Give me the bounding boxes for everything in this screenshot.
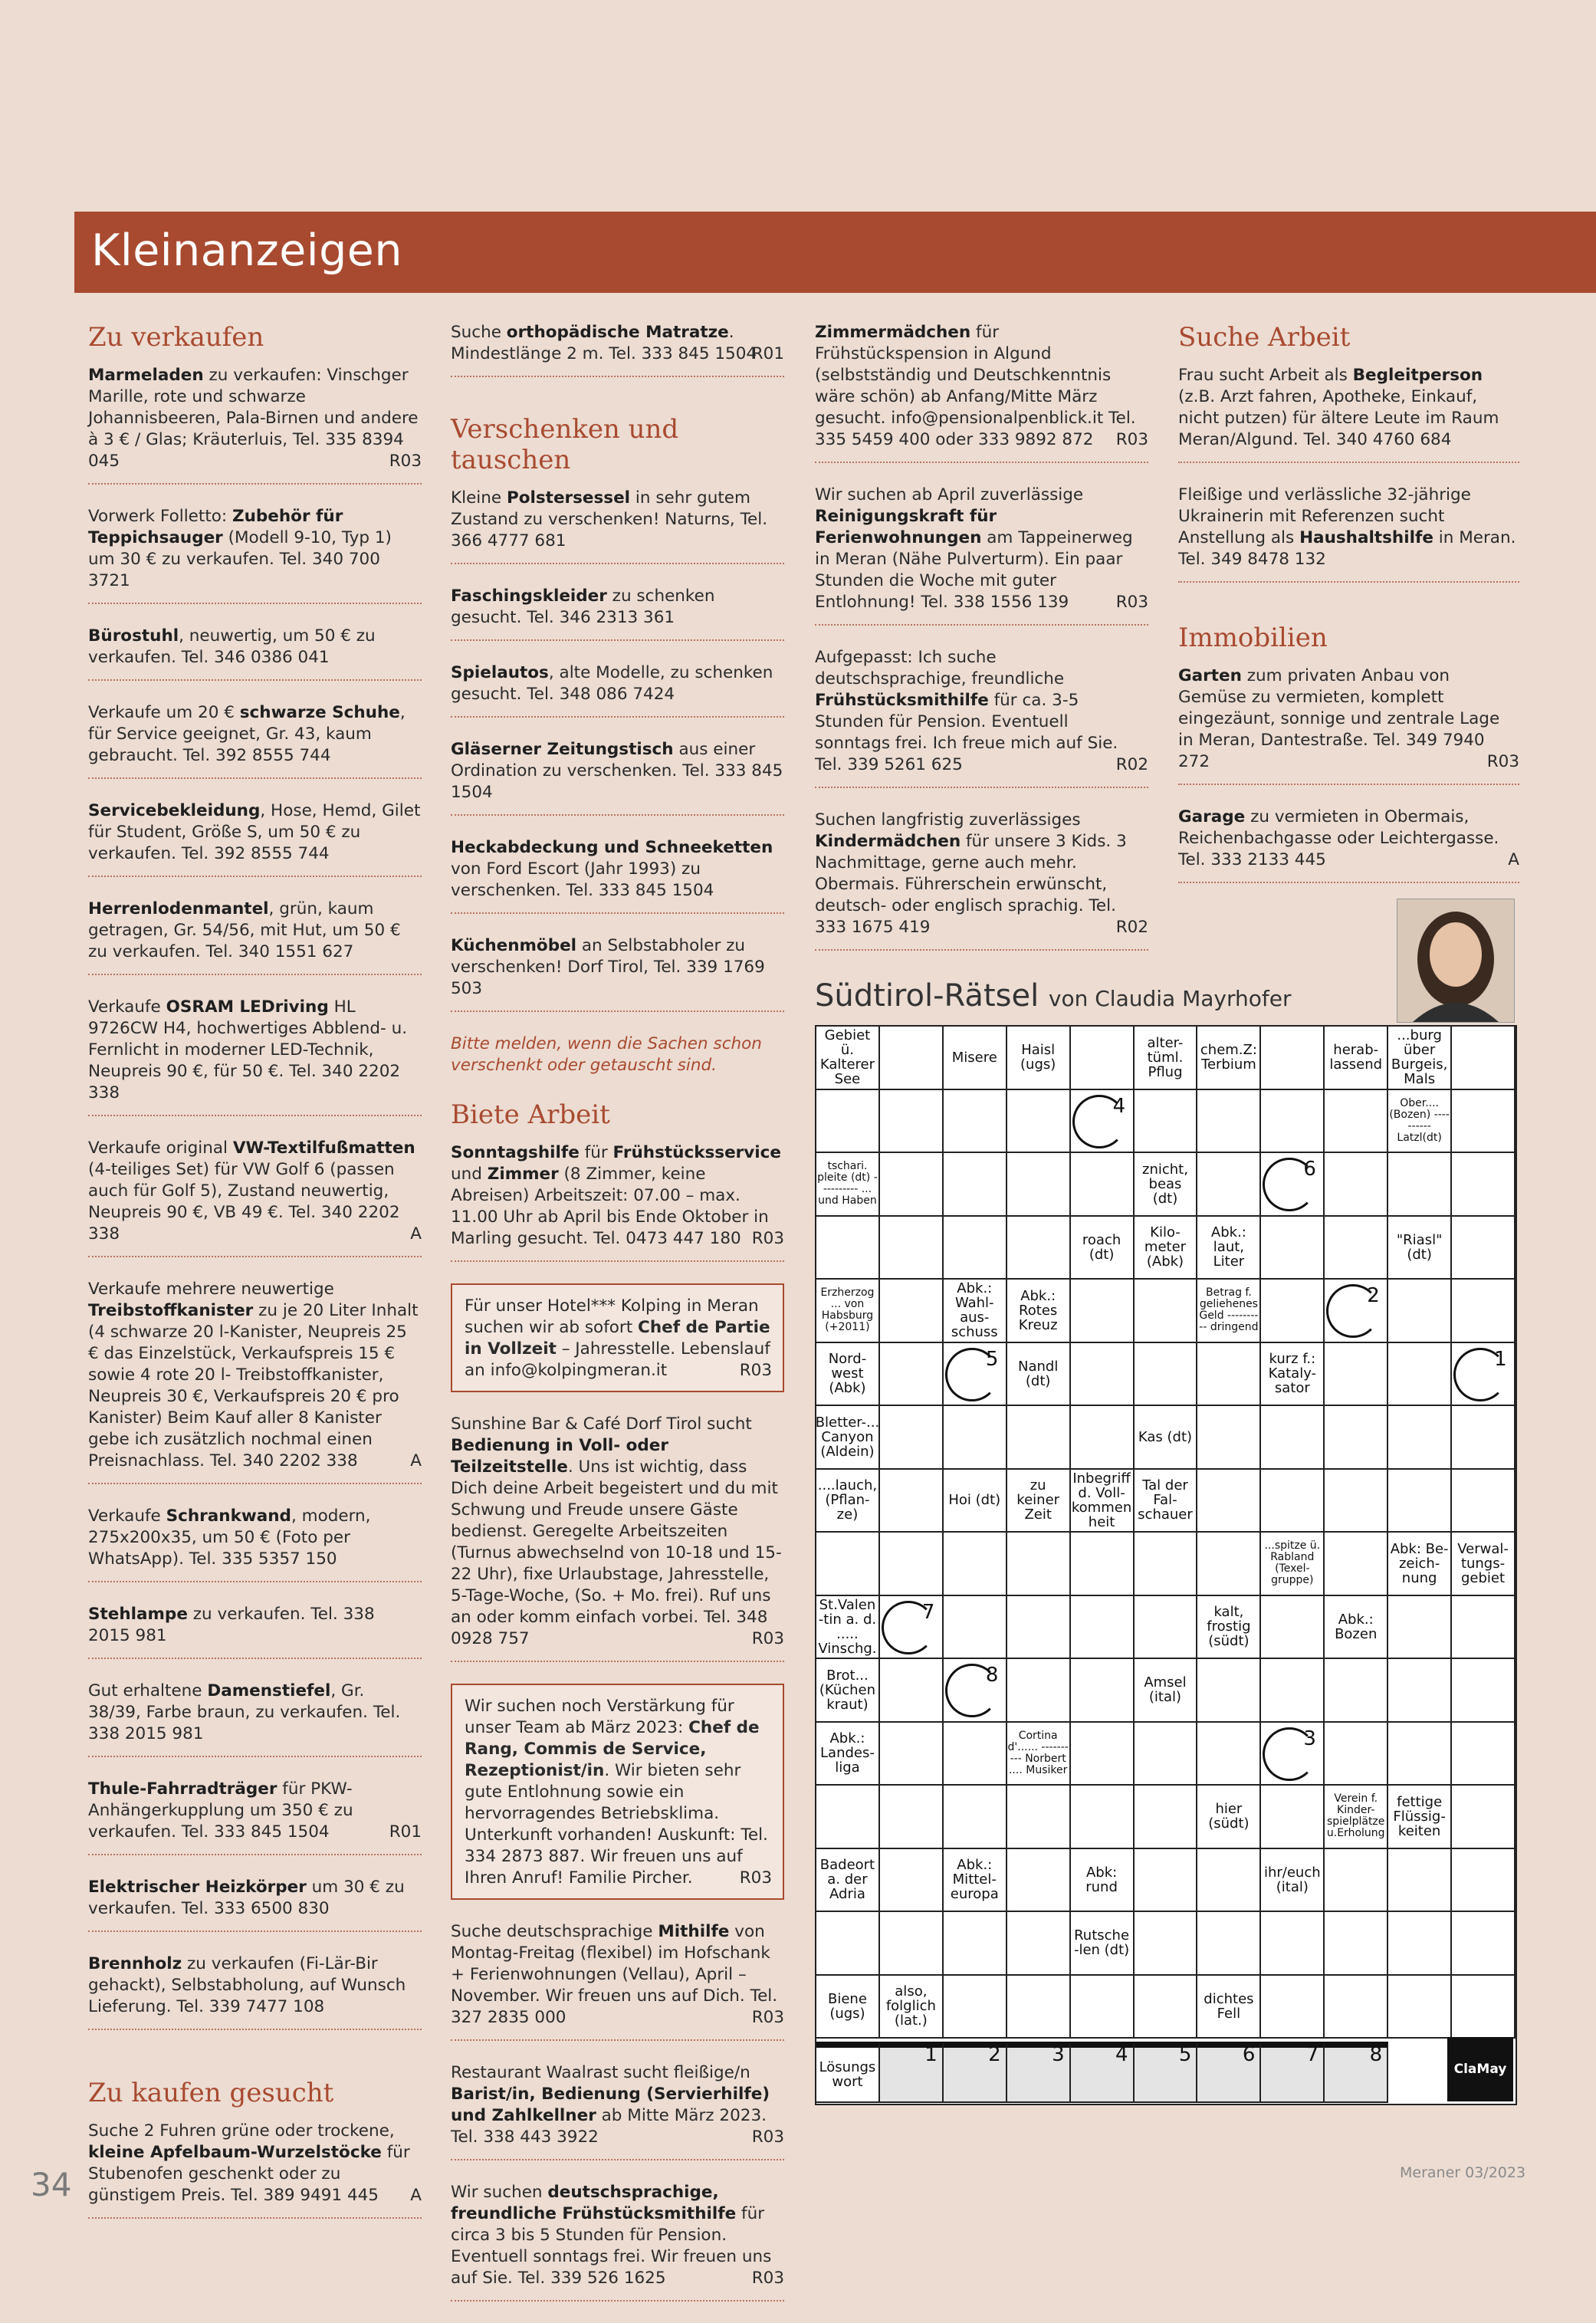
clue-cell: tschari. pleite (dt) ---------- ... und Haben: [816, 1153, 880, 1217]
solution-box-number: 1: [924, 2043, 938, 2066]
answer-cell[interactable]: [1007, 1912, 1071, 1976]
clue-cell: Nandl (dt): [1007, 1343, 1071, 1407]
classified-ad: Servicebekleidung, Hose, Hemd, Gilet für Student, Größe S, um 50 € zu verkaufen. Tel. 392 8555 744: [88, 800, 422, 877]
solution-box-number: 8: [1369, 2043, 1383, 2066]
clue-cell: Erzherzog ... von Habsburg (+2011): [816, 1280, 880, 1343]
brand-label: ClaMay: [1447, 2037, 1513, 2101]
answer-cell[interactable]: [1135, 1596, 1198, 1660]
ad-code: R03: [1115, 593, 1148, 612]
classified-ad: Suchen langfristig zuverlässiges Kindermädchen für unsere 3 Kids. 3 Nachmittage, gerne auch mehr. Obermais. Führerschein erwünscht, deutsch- oder englisch sprachig. Tel. 333 1675 419 R02: [815, 810, 1148, 951]
clue-cell: zu keiner Zeit: [1007, 1470, 1071, 1533]
ad-code: A: [410, 1224, 422, 1244]
answer-cell[interactable]: [1071, 1786, 1135, 1849]
answer-cell[interactable]: [880, 1217, 944, 1280]
clue-cell: ...spitze ü. Rabland (Texel-gruppe): [1261, 1533, 1325, 1596]
boxed-ad: Für unser Hotel*** Kolping in Meran suchen wir ab sofort Chef de Partie in Vollzeit – Jahresstelle. Lebenslauf an info@kolpingmeran.it R03: [451, 1283, 784, 1392]
clue-cell: Abk.: Bozen: [1325, 1596, 1388, 1660]
ad-list: [451, 488, 784, 1012]
clue-cell: chem.Z: Terbium: [1197, 1027, 1261, 1090]
answer-cell[interactable]: [1197, 1912, 1261, 1976]
clue-cell: hier (südt): [1197, 1786, 1261, 1849]
answer-cell[interactable]: [1261, 1976, 1325, 2039]
answer-cell[interactable]: [1325, 1912, 1388, 1976]
answer-cell[interactable]: [1135, 1533, 1198, 1596]
answer-cell[interactable]: [880, 1659, 944, 1723]
answer-cell[interactable]: [1261, 1027, 1325, 1090]
answer-cell[interactable]: [1261, 1090, 1325, 1154]
answer-cell[interactable]: [880, 1153, 944, 1217]
solution-box[interactable]: [1325, 2042, 1388, 2103]
column-2: [451, 322, 784, 2323]
clue-cell: fettige Flüssig-keiten: [1388, 1786, 1452, 1849]
answer-cell[interactable]: [1197, 1406, 1261, 1470]
classified-ad: Gläserner Zeitungstisch aus einer Ordination zu verschenken. Tel. 333 845 1504: [451, 739, 784, 816]
classified-ad: Küchenmöbel an Selbstabholer zu verschenken! Dorf Tirol, Tel. 339 1769 503: [451, 935, 784, 1012]
answer-cell[interactable]: [1007, 1533, 1071, 1596]
clue-cell: Betrag f. geliehenes Geld ---------- dringend: [1197, 1280, 1261, 1343]
answer-cell[interactable]: [1197, 1343, 1261, 1407]
section-zu-kaufen: Zu kaufen gesucht: [88, 2078, 334, 2108]
answer-cell[interactable]: [1325, 1090, 1388, 1154]
answer-cell[interactable]: [1261, 1912, 1325, 1976]
ad-list: [88, 2121, 422, 2219]
note-text: Bitte melden, wenn die Sachen schon verschenkt oder getauscht sind.: [451, 1034, 762, 1075]
answer-cell[interactable]: [1388, 1596, 1452, 1660]
clue-cell: Gebiet ü. Kalterer See: [816, 1027, 880, 1090]
solution-box-number: 3: [1052, 2043, 1065, 2066]
column-4: [1178, 322, 1519, 905]
answer-cell[interactable]: [816, 1912, 880, 1976]
classified-ad: Bürostuhl, neuwertig, um 50 € zu verkaufen. Tel. 346 0386 041: [88, 626, 422, 681]
clue-cell: Abk.: Wahl-aus-schuss: [944, 1280, 1007, 1343]
clue-cell: Abk: Be-zeich-nung: [1388, 1533, 1452, 1596]
answer-cell[interactable]: [1325, 1723, 1388, 1786]
classified-ad: Sonntagshilfe für Frühstücksservice und Zimmer (8 Zimmer, keine Abreisen) Arbeitszeit: 07.00 – max. 11.00 Uhr ab April bis Ende Oktober in Marling gesucht. Tel. 0473 447 180 R03: [451, 1142, 784, 1262]
ad-list: [1178, 365, 1519, 583]
section-biete-arbeit: Biete Arbeit: [451, 1099, 610, 1130]
classified-ad: Stehlampe zu verkaufen. Tel. 338 2015 981: [88, 1604, 422, 1659]
ad-code: A: [410, 1451, 422, 1470]
answer-cell[interactable]: [1135, 1976, 1198, 2039]
answer-cell[interactable]: [1388, 1343, 1452, 1407]
answer-cell[interactable]: [944, 1912, 1007, 1976]
answer-cell[interactable]: [1261, 1217, 1325, 1280]
clue-cell: roach (dt): [1071, 1217, 1135, 1280]
clue-cell: Kas (dt): [1135, 1406, 1198, 1470]
clue-cell: Bletter-... Canyon (Aldein): [816, 1406, 880, 1470]
answer-cell[interactable]: [880, 1786, 944, 1849]
answer-cell[interactable]: [1452, 1027, 1516, 1090]
ad-code: R03: [751, 2008, 784, 2027]
clue-cell: Abk: rund: [1071, 1849, 1135, 1913]
ad-code: R03: [739, 1361, 772, 1380]
section-immobilien: Immobilien: [1178, 623, 1328, 653]
clue-cell: dichtes Fell: [1197, 1976, 1261, 2039]
answer-cell[interactable]: [880, 1090, 944, 1154]
answer-cell[interactable]: [1197, 1849, 1261, 1913]
answer-cell[interactable]: [1071, 1533, 1135, 1596]
answer-cell[interactable]: [1071, 1027, 1135, 1090]
answer-cell[interactable]: [1197, 1533, 1261, 1596]
answer-cell[interactable]: [1007, 1659, 1071, 1723]
solution-box[interactable]: [1197, 2042, 1261, 2103]
answer-cell[interactable]: [880, 1723, 944, 1786]
answer-cell[interactable]: [1261, 1406, 1325, 1470]
solution-box[interactable]: [1007, 2042, 1071, 2103]
page-title: Kleinanzeigen: [91, 225, 403, 276]
solution-box[interactable]: [1135, 2042, 1198, 2103]
clue-cell: Abk.: Mittel-europa: [944, 1849, 1007, 1913]
answer-cell[interactable]: [1135, 1343, 1198, 1407]
clue-cell: also, folglich (lat.): [880, 1976, 944, 2039]
answer-cell[interactable]: [1325, 1976, 1388, 2039]
solution-box-number: 7: [1305, 2043, 1319, 2066]
answer-cell[interactable]: [944, 1723, 1007, 1786]
clue-cell: Nord-west (Abk): [816, 1343, 880, 1407]
answer-cell[interactable]: [1197, 1723, 1261, 1786]
answer-cell[interactable]: [1452, 1723, 1516, 1786]
ad-list: [1178, 665, 1519, 883]
page-number: 34: [31, 2166, 72, 2203]
solution-number: 5: [985, 1347, 999, 1371]
answer-cell[interactable]: [1007, 1217, 1071, 1280]
solution-number: 3: [1303, 1727, 1316, 1750]
crossword-grid: [815, 1025, 1517, 2105]
answer-cell[interactable]: [1071, 1280, 1135, 1343]
answer-cell[interactable]: [1325, 1153, 1388, 1217]
answer-cell[interactable]: [1388, 1280, 1452, 1343]
classified-ad: Zimmermädchen für Frühstückspension in Algund (selbstständig und Deutschkenntnis wäre schön) ab Anfang/Mitte März gesucht. info@pensionalpenblick.it Tel. 335 5459 400 oder 333 9892 872 R03: [815, 322, 1148, 463]
answer-cell[interactable]: [1071, 1596, 1135, 1660]
classified-ad: Kleine Polstersessel in sehr gutem Zustand zu verschenken! Naturns, Tel. 366 4777 681: [451, 488, 784, 564]
answer-cell[interactable]: [1197, 1470, 1261, 1533]
answer-cell[interactable]: [1261, 1596, 1325, 1660]
answer-cell[interactable]: [1071, 1976, 1135, 2039]
answer-cell[interactable]: [1452, 1849, 1516, 1913]
section-suche-arbeit: Suche Arbeit: [1178, 322, 1351, 353]
solution-number: 1: [1494, 1347, 1507, 1371]
classified-ad: Spielautos, alte Modelle, zu schenken gesucht. Tel. 348 086 7424: [451, 662, 784, 718]
classified-ad: Gut erhaltene Damenstiefel, Gr. 38/39, Farbe braun, zu verkaufen. Tel. 338 2015 981: [88, 1681, 422, 1757]
clue-cell: kurz f.: Kataly-sator: [1261, 1343, 1325, 1407]
answer-cell[interactable]: [1007, 1849, 1071, 1913]
classified-ad: Brennholz zu verkaufen (Fi-Lär-Bir gehackt), Selbstabholung, auf Wunsch Lieferung. Tel. 339 7477 108: [88, 1953, 422, 2030]
answer-cell[interactable]: [1197, 1153, 1261, 1217]
classified-ad: Sunshine Bar & Café Dorf Tirol sucht Bedienung in Voll- oder Teilzeitstelle. Uns ist wichtig, dass Dich deine Arbeit begeistert und du mit Schwung und Freude unsere Gäste bedienst. Geregelte Arbeitszeiten (Turnus abwechselnd von 10-18 und 15-22 Uhr), fixe Urlaubstage, Jahresstelle, 5-Tage-Woche, (So. + Mo. frei). Ruf uns an oder komm einfach vorbei. Tel. 348 0928 757 R03: [451, 1414, 784, 1662]
answer-cell[interactable]: [816, 1786, 880, 1849]
answer-cell[interactable]: [1388, 1849, 1452, 1913]
answer-cell[interactable]: [1007, 1153, 1071, 1217]
answer-cell[interactable]: [944, 1217, 1007, 1280]
answer-cell[interactable]: [1388, 1470, 1452, 1533]
ad-list: [815, 322, 1148, 951]
clue-cell: Inbegriff d. Voll-kommen heit: [1071, 1470, 1135, 1533]
answer-cell[interactable]: [1261, 1659, 1325, 1723]
column-1: [88, 322, 422, 2240]
answer-cell[interactable]: [1135, 1912, 1198, 1976]
ad-code: R03: [751, 1629, 784, 1648]
ad-code: R02: [1115, 755, 1148, 774]
answer-cell[interactable]: [816, 1090, 880, 1154]
clue-cell: Biene (ugs): [816, 1976, 880, 2039]
answer-cell[interactable]: [1388, 1659, 1452, 1723]
section-verschenken: Verschenken und tauschen: [451, 414, 679, 475]
clue-cell: Ober.... (Bozen) ---------- Latzl(dt): [1388, 1090, 1452, 1154]
answer-cell[interactable]: [1261, 1280, 1325, 1343]
clue-cell: Abk.: Landes-liga: [816, 1723, 880, 1786]
ad-code: A: [1508, 850, 1519, 869]
clue-cell: alter-tüml. Pflug: [1135, 1027, 1198, 1090]
answer-cell[interactable]: [1135, 1723, 1198, 1786]
answer-cell[interactable]: [816, 1533, 880, 1596]
solution-box-number: 5: [1178, 2043, 1192, 2066]
solution-box[interactable]: [1261, 2042, 1325, 2103]
answer-cell[interactable]: [1388, 1406, 1452, 1470]
ad-code: R01: [389, 1822, 422, 1842]
ad-code: R03: [739, 1868, 772, 1888]
answer-cell[interactable]: [1452, 1153, 1516, 1217]
answer-cell[interactable]: [1388, 1976, 1452, 2039]
classified-ad: Garage zu vermieten in Obermais, Reichenbachgasse oder Leichtergasse. Tel. 333 2133 445 A: [1178, 807, 1519, 883]
classified-ad: Suche 2 Fuhren grüne oder trockene, kleine Apfelbaum-Wurzelstöcke für Stubenofen geschenkt oder zu günstigem Preis. Tel. 389 9491 445 A: [88, 2121, 422, 2219]
answer-cell[interactable]: [1197, 1659, 1261, 1723]
clue-cell: "Riasl" (dt): [1388, 1217, 1452, 1280]
answer-cell[interactable]: [1135, 1280, 1198, 1343]
answer-cell[interactable]: [1388, 1723, 1452, 1786]
classified-ad: Verkaufe mehrere neuwertige Treibstoffkanister zu je 20 Liter Inhalt (4 schwarze 20 l-Kanister, Neupreis 25 € das Einzelstück, Verkaufspreis 15 € sowie 4 rote 20 l- Treibstoffkanister, Neupreis 30 €, Verkaufspreis 20 € pro Kanister) Beim Kauf aller 8 Kanister gebe ich zusätzlich nochmal einen Preisnachlass. Tel. 340 2202 338 A: [88, 1279, 422, 1484]
answer-cell[interactable]: [1007, 1406, 1071, 1470]
classified-ad: Verkaufe um 20 € schwarze Schuhe, für Service geeignet, Gr. 43, kaum gebraucht. Tel. 392 8555 744: [88, 702, 422, 779]
answer-cell[interactable]: [1452, 1912, 1516, 1976]
answer-cell[interactable]: [1007, 1786, 1071, 1849]
answer-cell[interactable]: [1007, 1596, 1071, 1660]
clue-cell: Amsel (ital): [1135, 1659, 1198, 1723]
section-zu-verkaufen: Zu verkaufen: [88, 322, 264, 353]
clue-cell: Verein f. Kinder-spielplätze u.Erholung: [1325, 1786, 1388, 1849]
classified-ad: Verkaufe OSRAM LEDriving HL 9726CW H4, hochwertiges Abblend- u. Fernlicht in moderner LED-Technik, Neupreis 90 €, für 50 €. Tel. 340 2202 338: [88, 997, 422, 1116]
answer-cell[interactable]: [944, 1596, 1007, 1660]
ad-list: [451, 1921, 784, 2302]
solution-box[interactable]: [880, 2042, 944, 2103]
answer-cell[interactable]: [880, 1533, 944, 1596]
classified-ad: Wir suchen deutschsprachige, freundliche Frühstücksmithilfe für circa 3 bis 5 Stunden für Pension. Eventuell sonntags frei. Wir freuen uns auf Sie. Tel. 339 526 1625 R03: [451, 2182, 784, 2302]
answer-cell[interactable]: [1452, 1786, 1516, 1849]
solution-number: 6: [1303, 1158, 1316, 1181]
ad-list: [451, 322, 784, 377]
classified-ad: Verkaufe Schrankwand, modern, 275x200x35, um 50 € (Foto per WhatsApp). Tel. 335 5357 150: [88, 1506, 422, 1582]
answer-cell[interactable]: [944, 1976, 1007, 2039]
ad-code: R03: [751, 2128, 784, 2147]
answer-cell[interactable]: [944, 1153, 1007, 1217]
ad-code: R03: [751, 2269, 784, 2288]
classified-ad: Heckabdeckung und Schneeketten von Ford Escort (Jahr 1993) zu verschenken. Tel. 333 845 1504: [451, 837, 784, 914]
clue-cell: Haisl (ugs): [1007, 1027, 1071, 1090]
answer-cell[interactable]: [1388, 1153, 1452, 1217]
solution-box-number: 6: [1242, 2043, 1256, 2066]
answer-cell[interactable]: [1388, 1912, 1452, 1976]
classified-ad: Vorwerk Folletto: Zubehör für Teppichsauger (Modell 9-10, Typ 1) um 30 € zu verkaufen. Tel. 340 700 3721: [88, 506, 422, 604]
clue-cell: ...burg über Burgeis, Mals: [1388, 1027, 1452, 1090]
clue-cell: ....lauch, (Pflan-ze): [816, 1470, 880, 1533]
puzzle-title: Südtirol-Rätsel von Claudia Mayrhofer: [815, 978, 1292, 1014]
answer-cell[interactable]: [1325, 1343, 1388, 1407]
answer-cell[interactable]: [944, 1090, 1007, 1154]
solution-box-number: 2: [988, 2043, 1001, 2066]
clue-cell: Rutsche -len (dt): [1071, 1912, 1135, 1976]
answer-cell[interactable]: [1325, 1406, 1388, 1470]
clue-cell: Tal der Fal-schauer: [1135, 1470, 1198, 1533]
ad-code: R02: [1115, 918, 1148, 937]
answer-cell[interactable]: [1071, 1406, 1135, 1470]
classified-ad: Wir suchen ab April zuverlässige Reinigungskraft für Ferienwohnungen am Tappeinerweg in Meran (Nähe Pulverturm). Ein paar Stunden die Woche mit guter Entlohnung! Tel. 338 1556 139 R03: [815, 485, 1148, 626]
solution-label: Lösungs wort: [816, 2042, 880, 2103]
answer-cell[interactable]: [1325, 1470, 1388, 1533]
boxed-ad: Wir suchen noch Verstärkung für unser Team ab März 2023: Chef de Rang, Commis de Service, Rezeptionist/in. Wir bieten sehr gute Entlohnung sowie ein hervorragendes Betriebsklima. Unterkunft vorhanden! Auskunft: Tel. 334 2873 887. Wir freuen uns auf Ihren Anruf! Familie Pircher. R03: [451, 1684, 784, 1900]
answer-cell[interactable]: [1071, 1723, 1135, 1786]
ad-code: R03: [1486, 752, 1519, 771]
answer-cell[interactable]: [1452, 1090, 1516, 1154]
answer-cell[interactable]: [944, 1786, 1007, 1849]
answer-cell[interactable]: [1071, 1153, 1135, 1217]
ad-code: A: [410, 2186, 422, 2205]
answer-cell[interactable]: [880, 1027, 944, 1090]
clue-cell: znicht, beas (dt): [1135, 1153, 1198, 1217]
answer-cell[interactable]: [1452, 1659, 1516, 1723]
solution-box[interactable]: [944, 2042, 1007, 2103]
answer-cell[interactable]: [1261, 1470, 1325, 1533]
author-photo: [1397, 899, 1515, 1023]
classified-ad: Frau sucht Arbeit als Begleitperson (z.B. Arzt fahren, Apotheke, Einkauf, nicht putzen) für ältere Leute im Raum Meran/Algund. Tel. 340 4760 684: [1178, 365, 1519, 463]
classified-ad: Garten zum privaten Anbau von Gemüse zu vermieten, komplett eingezäunt, sonnige und zentrale Lage in Meran, Dantestraße. Tel. 349 7940 272 R03: [1178, 665, 1519, 785]
classified-ad: Thule-Fahrradträger für PKW-Anhängerkupplung um 350 € zu verkaufen. Tel. 333 845 1504 R01: [88, 1779, 422, 1855]
clue-cell: Cortina d'...... ---------- Norbert .... Musiker: [1007, 1723, 1071, 1786]
clue-cell: kalt, frostig (südt): [1197, 1596, 1261, 1660]
clue-cell: St.Valen -tin a. d. ..... Vinschg.: [816, 1596, 880, 1660]
clue-cell: Abk.: Rotes Kreuz: [1007, 1280, 1071, 1343]
classified-ad: Suche deutschsprachige Mithilfe von Montag-Freitag (flexibel) im Hofschank + Ferienwohnungen (Vellau), April – November. Wir freuen uns auf Dich. Tel. 327 2835 000 R03: [451, 1921, 784, 2041]
clue-cell: Misere: [944, 1027, 1007, 1090]
header-banner: [74, 212, 1596, 293]
classified-ad: Suche orthopädische Matratze. Mindestlänge 2 m. Tel. 333 845 1504 R01: [451, 322, 784, 377]
answer-cell[interactable]: [1071, 1659, 1135, 1723]
classified-ad: Marmeladen zu verkaufen: Vinschger Marille, rote und schwarze Johannisbeeren, Pala-Birnen und andere à 3 € / Glas; Kräuterluis, Tel. 335 8394 045 R03: [88, 365, 422, 485]
clue-cell: Kilo-meter (Abk): [1135, 1217, 1198, 1280]
solution-box-number: 4: [1115, 2043, 1128, 2066]
ad-code: R03: [751, 1229, 784, 1248]
solution-number: 7: [921, 1600, 935, 1624]
answer-cell[interactable]: [1325, 1533, 1388, 1596]
answer-cell[interactable]: [880, 1343, 944, 1407]
clue-cell: Verwal-tungs-gebiet: [1452, 1533, 1516, 1596]
answer-cell[interactable]: [880, 1406, 944, 1470]
clue-cell: Badeort a. der Adria: [816, 1849, 880, 1913]
answer-cell[interactable]: [1325, 1849, 1388, 1913]
answer-cell[interactable]: [1007, 1976, 1071, 2039]
answer-cell[interactable]: [1261, 1786, 1325, 1849]
ad-code: R03: [389, 452, 422, 471]
answer-cell[interactable]: [816, 1217, 880, 1280]
clue-cell: Hoi (dt): [944, 1470, 1007, 1533]
answer-cell[interactable]: [944, 1406, 1007, 1470]
answer-cell[interactable]: [880, 1912, 944, 1976]
classified-ad: Faschingskleider zu schenken gesucht. Tel. 346 2313 361: [451, 586, 784, 641]
classified-ad: Elektrischer Heizkörper um 30 € zu verkaufen. Tel. 333 6500 830: [88, 1877, 422, 1932]
answer-cell[interactable]: [1452, 1470, 1516, 1533]
answer-cell[interactable]: [1452, 1280, 1516, 1343]
answer-cell[interactable]: [1452, 1406, 1516, 1470]
classified-ad: Restaurant Waalrast sucht fleißige/n Barist/in, Bedienung (Servierhilfe) und Zahlkellner ab Mitte März 2023. Tel. 338 443 3922 R03: [451, 2062, 784, 2160]
ad-list: [88, 365, 422, 2030]
classified-ad: Aufgepasst: Ich suche deutschsprachige, freundliche Frühstücksmithilfe für ca. 3-5 Stunden für Pension. Eventuell sonntags frei. Ich freue mich auf Sie. Tel. 339 5261 625 R02: [815, 647, 1148, 788]
ad-code: R03: [1115, 430, 1148, 449]
classified-ad: Fleißige und verlässliche 32-jährige Ukrainerin mit Referenzen sucht Anstellung als Haushaltshilfe in Meran. Tel. 349 8478 132: [1178, 485, 1519, 583]
answer-cell[interactable]: [1452, 1976, 1516, 2039]
answer-cell[interactable]: [1135, 1786, 1198, 1849]
solution-number: 8: [985, 1664, 999, 1687]
classified-ad: Verkaufe original VW-Textilfußmatten (4-teiliges Set) für VW Golf 6 (passen auch für Golf 5), Zustand neuwertig, Neupreis 90 €, VB 49 €. Tel. 340 2202 338 A: [88, 1138, 422, 1257]
answer-cell[interactable]: [944, 1533, 1007, 1596]
issue-label: Meraner 03/2023: [1400, 2164, 1526, 2181]
answer-cell[interactable]: [1135, 1849, 1198, 1913]
answer-cell[interactable]: [1007, 1090, 1071, 1154]
clue-cell: herab-lassend: [1325, 1027, 1388, 1090]
answer-cell[interactable]: [880, 1280, 944, 1343]
answer-cell[interactable]: [1071, 1343, 1135, 1407]
answer-cell[interactable]: [1135, 1090, 1198, 1154]
answer-cell[interactable]: [1325, 1217, 1388, 1280]
answer-cell[interactable]: [1452, 1596, 1516, 1660]
clue-cell: Brot... (Küchen kraut): [816, 1659, 880, 1723]
ad-code: R01: [751, 344, 784, 363]
solution-number: 4: [1112, 1094, 1126, 1118]
answer-cell[interactable]: [1197, 1090, 1261, 1154]
answer-cell[interactable]: [1325, 1659, 1388, 1723]
solution-box[interactable]: [1071, 2042, 1135, 2103]
answer-cell[interactable]: [880, 1470, 944, 1533]
clue-cell: Abk.: laut, Liter: [1197, 1217, 1261, 1280]
solution-number: 2: [1367, 1284, 1380, 1307]
clue-cell: ihr/euch (ital): [1261, 1849, 1325, 1913]
column-3: [815, 322, 1148, 972]
classified-ad: Herrenlodenmantel, grün, kaum getragen, Gr. 54/56, mit Hut, um 50 € zu verkaufen. Tel. 340 1551 627: [88, 899, 422, 975]
answer-cell[interactable]: [880, 1849, 944, 1913]
answer-cell[interactable]: [1452, 1217, 1516, 1280]
